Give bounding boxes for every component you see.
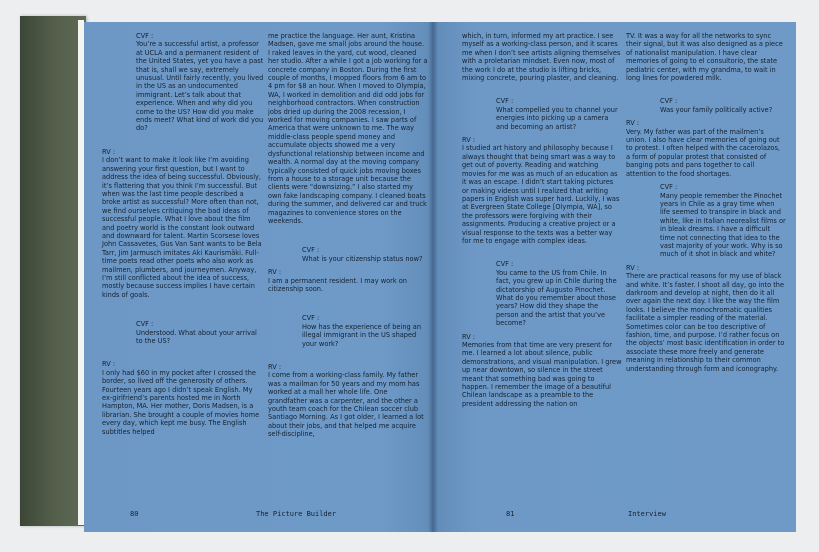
speaker-label: CVF : [496,97,514,106]
speaker-label: RV : [102,147,116,156]
answer-block [626,119,786,178]
left-page [84,22,432,532]
speaker-label: RV : [626,119,640,128]
question-text: Understood. What about your arrival to the US? [136,328,257,345]
answer-block [626,264,786,373]
question-text: You came to the US from Chile. In fact, you grew up in Chile during the dictatorship of Augusto Pinochet. What do you remember about those years? How did they shape the person and the artist that you’ve become? [496,268,617,328]
question-text: Many people remember the Pinochet years in Chile as a gray time when life seemed to transpire in black and white, like in Italian neorealist films or in bleak dreams. I have a difficult time not connecting that idea to the vast majority of your work. Why is so much of it shot in black and white? [660,191,786,259]
left-column-1 [102,32,264,441]
right-column-1 [462,32,622,413]
speaker-label: CVF : [496,260,514,269]
answer-block [102,360,264,436]
question-text: What is your citizenship status now? [302,254,423,263]
question-block [626,183,786,259]
question-block [462,260,622,327]
speaker-label: RV : [626,263,640,272]
answer-text: I am a permanent resident. I may work on citizenship soon. [268,276,407,293]
running-title: Interview [628,510,666,518]
answer-text: Memories from that time are very present for me. I learned a lot about silence, public demonstrations, and visual manipulation. I grew up near downtown, so silence in the street meant that something bad was going to happen. I remember the image of a beautiful Chilean landscape as a preamble to the president addressing the nation on [462,341,622,408]
speaker-label: RV : [268,363,282,371]
left-column-2 [268,32,428,444]
speaker-label: CVF : [660,97,678,106]
answer-text: which, in turn, informed my art practice. I see myself as a working-class person, and it scares me when I don’t see artists aligning themselves with a proletarian mindset. Even now, most of the work I do at the studio is lifting bricks, mixing concrete, pouring plaster, and cleaning. [462,32,621,83]
answer-block [462,333,622,409]
answer-text: I studied art history and philosophy because I always thought that being smart was a way to get out of poverty. Reading and watching movies for me was as much of an education as it was an escape. I didn’t start taking pictures or making videos until I realized that writing papers in English was super hard. Luckily, I was at Evergreen State College [Olympia, WA], so the professors were forgiving with their assignments. Producing a creative project or a visual response to the texts was a better way for me to engage with complex ideas. [462,144,620,245]
answer-block [462,32,622,82]
answer-block [626,32,786,82]
question-block [462,97,622,131]
answer-block [462,136,622,245]
answer-block [268,363,428,439]
question-block [102,32,264,133]
right-page [432,22,796,532]
speaker-label: CVF : [660,183,678,192]
answer-text: I don’t want to make it look like I’m avoiding answering your first question, but I want to address the idea of being successful. Obviously, it’s flattering that you think I’m successful. But when was the last time people described a broke artist as successful? More often than not, we find ourselves critiquing the bad ideas of successful people. What I love about the film and poetry world is the constant look outward and downward for talent. Martin Scorsese loves John Cassavetes, Gus Van Sant wants to be Bela Tarr, Jim Jarmusch imitates Aki Kaurismäki. Full-time poets read other poets who also work as mailmen, plumbers, and journeymen. Anyway, I’m still conflicted about the idea of success, mostly because success implies I have certain kinds of goals. [102,156,262,299]
question-block [268,246,428,263]
answer-block [268,268,428,293]
answer-text: I come from a working-class family. My father was a mailman for 50 years and my mom has worked at a mall her whole life. One grandfather was a carpenter, and the other a youth team coach for the Chilean soccer club Santiago Morning. As I got older, I learned a lot about their jobs, and that helped me acquire self-discipline, [268,371,424,439]
speaker-label: CVF : [302,246,320,255]
question-block [102,320,264,345]
right-column-2 [626,32,786,378]
speaker-label: RV : [462,332,476,341]
answer-block [102,148,264,299]
speaker-label: CVF : [136,320,154,329]
question-text: Was your family politically active? [660,105,773,114]
speaker-label: RV : [462,136,476,145]
book-gutter [428,22,438,532]
answer-text: I only had $60 in my pocket after I crossed the border, so lived off the generosity of others. Fourteen years ago I didn’t speak English. My ex-girlfriend’s parents hosted me in North Hampton, MA. Her mother, Doris Madsen, is a librarian. She brought a couple of movies home every day, which kept me busy. The English subtitles helped [102,368,260,436]
answer-block [268,32,428,225]
answer-text: Very. My father was part of the mailmen’s union. I also have clear memories of going out to protest. I often helped with the cacerolazos, a form of popular protest that consisted of banging pots and pans together to call attention to the food shortages. [626,127,780,178]
answer-text: TV. It was a way for all the networks to sync their signal, but it was also designed as a piece of nationalist manipulation. I have clear memories of going to el consultorio, the state pediatric center, with my grandma, to wait in long lines for powdered milk. [626,32,783,83]
question-text: What compelled you to channel your energies into picking up a camera and becoming an artist? [496,105,618,131]
answer-text: There are practical reasons for my use of black and white. It’s faster. I shoot all day, go into the darkroom and develop at night, then do it all over again the next day. I like the way the film looks. I believe the monochromatic qualities facilitate a simpler reading of the material. Sometimes color can be too descriptive of fashion, time, and purpose. I’d rather focus on the objects’ most basic identification in order to associate these more freely and generate meaning in relationship to their common understanding through form and iconography. [626,272,785,373]
speaker-label: RV : [268,268,282,277]
speaker-label: CVF : [302,314,320,323]
book-cover-edge [20,16,86,526]
question-text: You’re a successful artist, a professor at UCLA and a permanent resident of the United States, yet you have a past that is, shall we say, extremely unusual. Until fairly recently, you lived in the US as an undocumented immigrant. Let’s talk about that experience. When and why did you come to the US? How did you make ends meet? What kind of work did you do? [136,40,264,133]
question-text: How has the experience of being an illegal immigrant in the US shaped your work? [302,322,421,348]
running-title: The Picture Builder [256,510,337,518]
question-block [268,314,428,348]
speaker-label: CVF : [136,32,154,40]
question-block [626,97,786,114]
page-number: 80 [130,510,139,518]
speaker-label: RV : [102,360,116,369]
answer-text: me practice the language. Her aunt, Kristina Madsen, gave me small jobs around the house. I raked leaves in the yard, cut wood, cleaned her studio. After a while I got a job working for a concrete company in Boston. During the first couple of months, I mopped floors from 6 am to 4 pm for $8 an hour. When I moved to Olympia, WA, I worked in demolition and did odd jobs for neighborhood contractors. When construction jobs dried up during the 2008 recession, I worked for moving companies. I saw parts of America that were unknown to me. The way middle-class people spend money and accumulate objects showed me a very dysfunctional relationship between income and wealth. A normal day at the moving company typically consisted of quick jobs moving boxes from a house to a storage unit because the clients were “downsizing.” I also started my own fake landscaping company. I cleaned boats during the summer, and delivered car and truck magazines to convenience stores on the weekends. [268,32,428,225]
page-number: 81 [506,510,515,518]
